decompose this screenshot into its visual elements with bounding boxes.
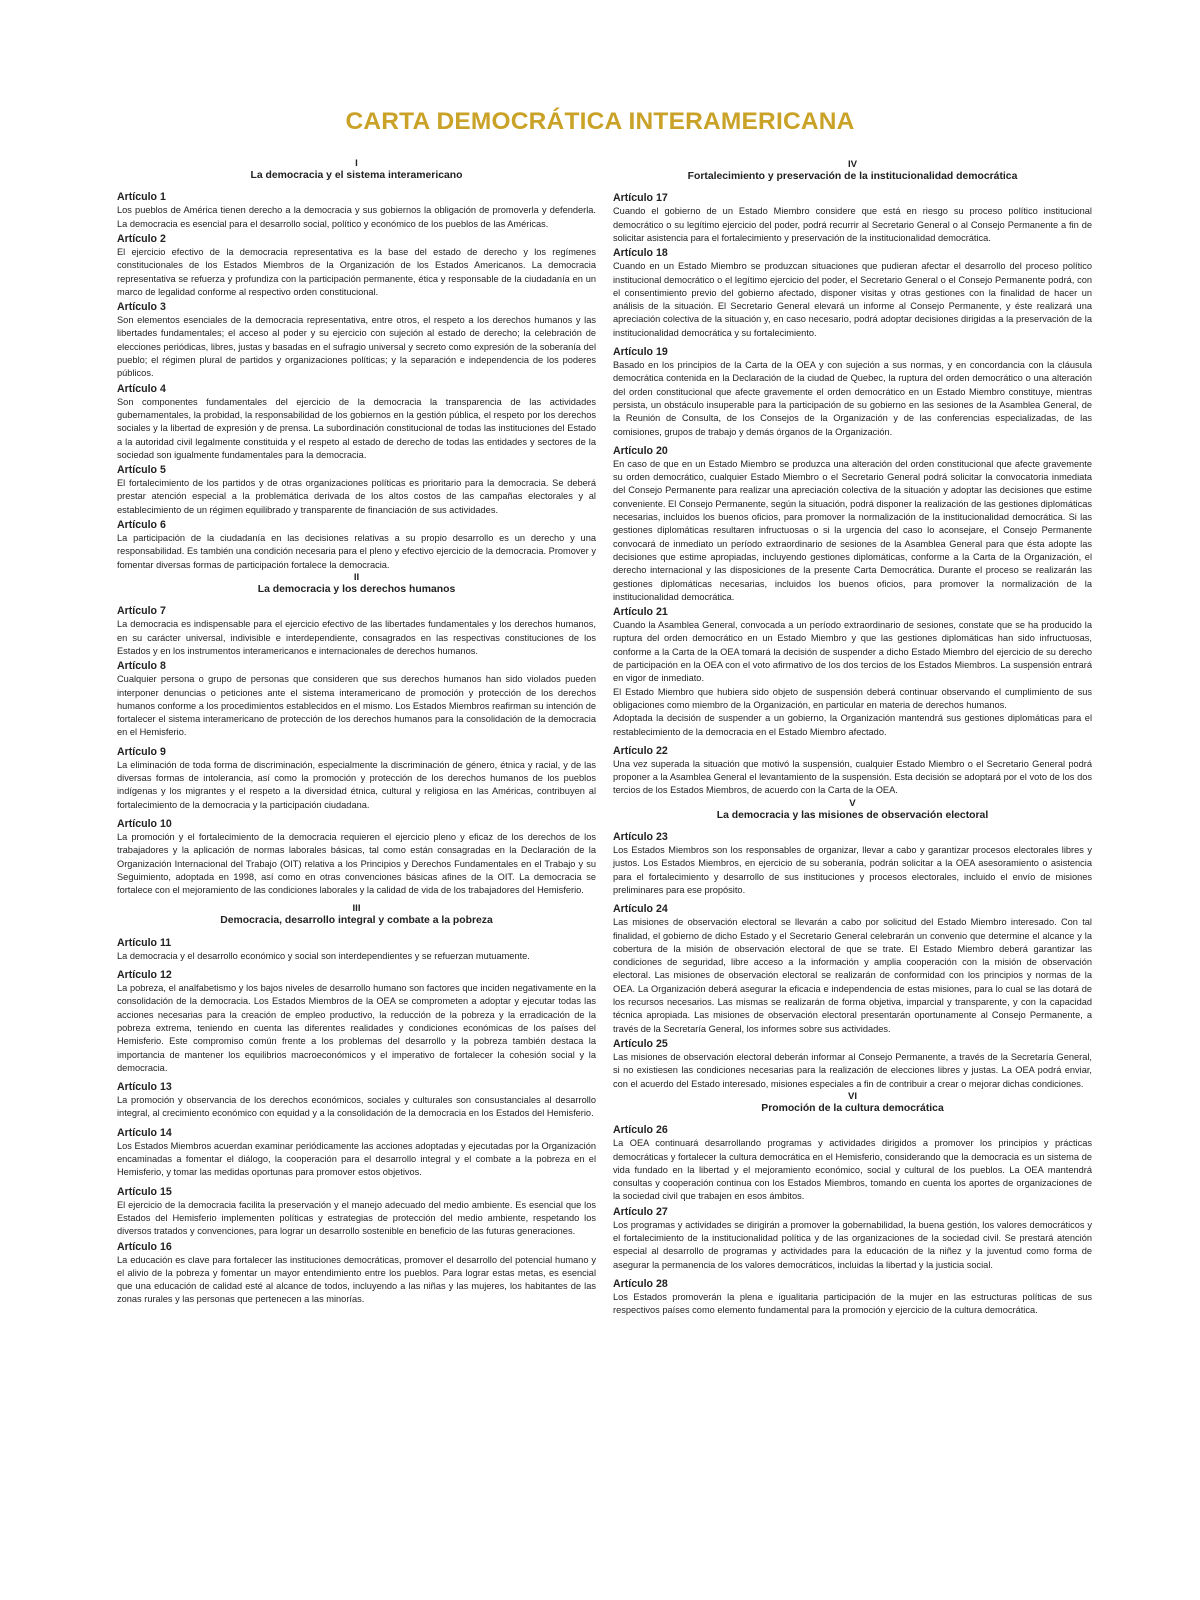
article-body	[117, 1140, 596, 1180]
article-paragraph: Cuando el gobierno de un Estado Miembro considere que está en riesgo su proceso político institucional democrático o su legítimo ejercicio del poder, podrá recurrir al Secretario General o al Consejo Permanente a fin de solicitar asistencia para el fortalecimiento y preservación de la institucionalidad democrática.	[613, 206, 1092, 243]
article-title: Artículo 15	[117, 1185, 172, 1198]
article	[117, 233, 596, 299]
section-number: V	[849, 797, 856, 809]
article-title: Artículo 7	[117, 605, 166, 618]
article-title: Artículo 8	[117, 660, 166, 673]
article-title: Artículo 6	[117, 519, 166, 532]
article-paragraph: Los Estados Miembros son los responsables de organizar, llevar a cabo y garantizar procesos electorales libres y justos. Los Estados Miembros, en ejercicio de su soberanía, podrán solicitar a la OEA asesoramiento o asistencia para el fortalecimiento y desarrollo de sus instituciones y procesos electorales, incluido el envío de misiones preliminares para ese propósito.	[613, 845, 1092, 895]
section-title: Democracia, desarrollo integral y combate a la pobreza	[220, 915, 493, 927]
article-title: Artículo 22	[613, 744, 668, 757]
section-header	[117, 572, 596, 596]
article-paragraph: El ejercicio de la democracia facilita la preservación y el manejo adecuado del medio ambiente. Es esencial que los Estados del Hemisferio implementen políticas y estrategias de protección del medio ambiente, respetando los diversos tratados y convenciones, para lograr un desarrollo sostenible en beneficio de las futuras generaciones.	[117, 1199, 596, 1237]
article-body	[613, 619, 1092, 739]
section-header	[613, 159, 1092, 183]
article-title: Artículo 3	[117, 301, 166, 314]
article	[117, 301, 596, 380]
article-paragraph: La pobreza, el analfabetismo y los bajos niveles de desarrollo humano son factores que inciden negativamente en la consolidación de la democracia. Los Estados Miembros de la OEA se comprometen a adoptar y ejecutar todas las acciones necesarias para la creación de empleo productivo, la reducción de la pobreza y la erradicación de la pobreza extrema, teniendo en cuenta las diferentes realidades y condiciones económicas de los países del Hemisferio. Este compromiso común frente a los problemas del desarrollo y la pobreza también destaca la importancia de mantener los equilibrios macroeconómicos y el imperativo de fortalecer la cohesión social y la democracia.	[117, 983, 596, 1073]
article-body	[117, 246, 596, 299]
article-paragraph: Son componentes fundamentales del ejercicio de la democracia la transparencia de las actividades gubernamentales, la probidad, la responsabilidad de los gobiernos en la gestión pública, el respeto por los derechos sociales y la libertad de expresión y de prensa. La subordinación constitucional de todas las instituciones del Estado a la autoridad civil legalmente constituida y el respeto al estado de derecho de todas las entidades y sectores de la sociedad son igualmente fundamentales para la democracia.	[117, 396, 596, 460]
article-paragraph: El fortalecimiento de los partidos y de otras organizaciones políticas es prioritario para la democracia. Se deberá prestar atención especial a la problemática derivada de los altos costos de las campañas electorales y al establecimiento de un régimen equilibrado y transparente de financiación de sus actividades.	[117, 478, 596, 515]
article-paragraph: La eliminación de toda forma de discriminación, especialmente la discriminación de género, étnica y racial, y de las diversas formas de intolerancia, así como la promoción y protección de los derechos humanos de los pueblos indígenas y los migrantes y el respeto a la diversidad étnica, cultural y religiosa en las Américas, contribuyen al fortalecimiento de la democracia y la participación ciudadana.	[117, 759, 596, 810]
section-header	[117, 158, 596, 182]
article-title: Artículo 5	[117, 464, 166, 477]
article-body	[613, 205, 1092, 245]
section-header	[117, 903, 596, 927]
article	[117, 1186, 596, 1239]
section-title: La democracia y los derechos humanos	[257, 583, 456, 595]
article-body	[613, 1291, 1092, 1318]
article	[117, 383, 596, 462]
article-body	[117, 1254, 596, 1307]
section-number: II	[353, 571, 360, 583]
section-number: IV	[847, 159, 858, 170]
article-body	[117, 831, 596, 897]
article-title: Artículo 28	[613, 1277, 668, 1290]
article-paragraph: Cuando en un Estado Miembro se produzcan situaciones que pudieran afectar el desarrollo del proceso político institucional democrático o el legítimo ejercicio del poder, el Secretario General o el Consejo Permanente podrá, con el consentimiento previo del gobierno afectado, disponer visitas y otras gestiones con la finalidad de hacer un análisis de la situación. El Secretario General elevará un informe al Consejo Permanente, y éste realizará una apreciación colectiva de la situación y, en caso necesario, podrá adoptar decisiones dirigidas a la preservación de la institucionalidad democrática y su fortalecimiento.	[613, 261, 1092, 338]
article-title: Artículo 4	[117, 382, 166, 395]
article-body	[613, 1219, 1092, 1272]
article-paragraph: Los Estados promoverán la plena e igualitaria participación de la mujer en las estructuras políticas de sus respectivos países como elemento fundamental para la promoción y ejercicio de la cultura democrática.	[613, 1291, 1092, 1316]
article-paragraph: Las misiones de observación electoral se llevarán a cabo por solicitud del Estado Miembro interesado. Con tal finalidad, el gobierno de dicho Estado y el Secretario General celebrarán un convenio que determine el alcance y la cobertura de la misión de observación electoral de que se trate. El Estado Miembro deberá garantizar las condiciones de seguridad, libre acceso a la información y amplia cooperación con la misión de observación electoral. Las misiones de observación electoral se realizarán de conformidad con los principios y normas de la OEA. La Organización deberá asegurar la eficacia e independencia de estas misiones, para lo cual se las dotará de los recursos necesarios. Las mismas se realizarán de forma objetiva, imparcial y transparente, y con la capacidad técnica apropiada. Las misiones de observación electoral presentarán oportunamente al Consejo Permanente, a través de la Secretaría General, los informes sobre sus actividades.	[613, 917, 1092, 1034]
article-body	[117, 950, 596, 963]
section-header	[613, 1091, 1092, 1115]
article	[117, 1241, 596, 1307]
article	[613, 606, 1092, 739]
section-header	[613, 798, 1092, 822]
article	[117, 464, 596, 517]
article-paragraph: Adoptada la decisión de suspender a un gobierno, la Organización mantendrá sus gestiones diplomáticas para el restablecimiento de la democracia en el Estado Miembro afectado.	[613, 713, 1092, 737]
section-title: Promoción de la cultura democrática	[761, 1102, 944, 1114]
article-body	[117, 396, 596, 462]
article	[613, 445, 1092, 604]
article-title: Artículo 1	[117, 191, 166, 204]
article-title: Artículo 19	[613, 346, 668, 359]
article-body	[117, 982, 596, 1075]
article	[117, 660, 596, 739]
article	[117, 818, 596, 897]
section-title: Fortalecimiento y preservación de la institucionalidad democrática	[687, 171, 1018, 182]
article	[613, 192, 1092, 245]
article-title: Artículo 24	[613, 903, 668, 916]
section-number: VI	[847, 1090, 858, 1102]
article-title: Artículo 13	[117, 1081, 172, 1094]
article-paragraph: Son elementos esenciales de la democracia representativa, entre otros, el respeto a los derechos humanos y las libertades fundamentales; el acceso al poder y su ejercicio con sujeción al estado de derecho; la celebración de elecciones periódicas, libres, justas y basadas en el sufragio universal y secreto como expresión de la soberanía del pueblo; el régimen plural de partidos y organizaciones políticas; y la separación e independencia de los poderes públicos.	[117, 315, 596, 379]
article-body	[117, 314, 596, 380]
article-body	[613, 916, 1092, 1036]
article-body	[613, 458, 1092, 604]
article-paragraph: La promoción y observancia de los derechos económicos, sociales y culturales son consustanciales al desarrollo integral, al crecimiento económico con equidad y a la consolidación de la democracia en los Estados del Hemisferio.	[117, 1095, 596, 1119]
article	[117, 937, 596, 963]
article-body	[613, 1051, 1092, 1091]
article-paragraph: En caso de que en un Estado Miembro se produzca una alteración del orden constitucional que afecte gravemente su orden democrático, cualquier Estado Miembro o el Secretario General podrá solicitar la convocatoria inmediata del Consejo Permanente para realizar una apreciación colectiva de la situación y adoptar las decisiones que estime conveniente. El Consejo Permanente, según la situación, podrá disponer la realización de las gestiones diplomáticas necesarias, incluidos los buenos oficios, para promover la normalización de la institucionalidad democrática. Si las gestiones diplomáticas resultaren infructuosas o si la urgencia del caso lo aconsejare, el Consejo Permanente convocará de inmediato un período extraordinario de sesiones de la Asamblea General para que ésta adopte las decisiones que estime apropiadas, incluyendo gestiones diplomáticas, conforme a la Carta de la Organización, el derecho internacional y las disposiciones de la presente Carta Democrática. Durante el proceso se realizarán las gestiones diplomáticas necesarias, incluidos los buenos oficios, para promover la normalización de la institucionalidad democrática.	[613, 458, 1092, 602]
article	[613, 1278, 1092, 1318]
article	[613, 745, 1092, 798]
section-title: La democracia y el sistema interamericano	[250, 170, 463, 181]
article	[117, 969, 596, 1075]
article-paragraph: El ejercicio efectivo de la democracia representativa es la base del estado de derecho y los regímenes constitucionales de los Estados Miembros de la Organización de los Estados Americanos. La democracia representativa se refuerza y profundiza con la participación permanente, ética y responsable de la ciudadanía en un marco de legalidad conforme al respectivo orden constitucional.	[117, 247, 596, 297]
article-title: Artículo 12	[117, 969, 172, 982]
article-body	[117, 477, 596, 517]
article-paragraph: La promoción y el fortalecimiento de la democracia requieren el ejercicio pleno y eficaz de los derechos de los trabajadores y la aplicación de normas laborales básicas, tal como están consagradas en la Declaración de la Organización Internacional del Trabajo (OIT) relativa a los Principios y Derechos Fundamentales en el Trabajo y su Seguimiento, adoptada en 1998, así como en otras convenciones básicas afines de la OIT. La democracia se fortalece con el mejoramiento de las condiciones laborales y la calidad de vida de los trabajadores del Hemisferio.	[117, 831, 596, 896]
article	[613, 1038, 1092, 1091]
article	[613, 1124, 1092, 1203]
left-column	[117, 158, 596, 1307]
article-body	[117, 673, 596, 739]
article-body	[117, 204, 596, 231]
article-paragraph: La educación es clave para fortalecer las instituciones democráticas, promover el desarrollo del potencial humano y el alivio de la pobreza y fomentar un mayor entendimiento entre los pueblos. Para lograr estas metas, es esencial que una educación de calidad esté al alcance de todos, incluyendo a las niñas y las mujeres, los habitantes de las zonas rurales y las personas que pertenecen a las minorías.	[117, 1254, 596, 1305]
article	[117, 191, 596, 231]
article-body	[117, 1094, 596, 1121]
article-paragraph: El Estado Miembro que hubiera sido objeto de suspensión deberá continuar observando el cumplimiento de sus obligaciones como miembro de la Organización, en particular en materia de derechos humanos.	[613, 686, 1092, 710]
article-title: Artículo 27	[613, 1205, 668, 1218]
article-body	[117, 532, 596, 572]
article-title: Artículo 26	[613, 1124, 668, 1137]
article	[117, 1127, 596, 1180]
article-title: Artículo 20	[613, 444, 668, 457]
article	[117, 746, 596, 812]
article-paragraph: La democracia y el desarrollo económico y social son interdependientes y se refuerzan mutuamente.	[117, 950, 530, 961]
article-paragraph: Basado en los principios de la Carta de la OEA y con sujeción a sus normas, y en concordancia con la cláusula democrática contenida en la Declaración de la ciudad de Quebec, la ruptura del orden democrático o una alteración del orden constitucional que afecte gravemente el orden democrático en un Estado Miembro constituye, mientras persista, un obstáculo insuperable para la participación de su gobierno en las sesiones de la Asamblea General, de la Reunión de Consulta, de los Consejos de la Organización y de las conferencias especializadas, de las comisiones, grupos de trabajo y demás órganos de la Organización.	[613, 360, 1092, 437]
section-number: I	[355, 158, 358, 169]
article	[613, 1206, 1092, 1272]
article-title: Artículo 11	[117, 936, 172, 949]
article-body	[613, 1137, 1092, 1203]
section-title: La democracia y las misiones de observación electoral	[716, 809, 989, 821]
article-body	[117, 759, 596, 812]
article-title: Artículo 16	[117, 1240, 172, 1253]
article-paragraph: Los Estados Miembros acuerdan examinar periódicamente las acciones adoptadas y ejecutadas por la Organización encaminadas a fomentar el diálogo, la cooperación para el desarrollo integral y el combate a la pobreza en el Hemisferio, y tomar las medidas oportunas para promover estos objetivos.	[117, 1140, 596, 1178]
article	[613, 247, 1092, 340]
article-title: Artículo 25	[613, 1037, 668, 1050]
article	[117, 519, 596, 572]
right-column	[613, 159, 1092, 1318]
article-paragraph: La OEA continuará desarrollando programas y actividades dirigidos a promover los principios y prácticas democráticas y fortalecer la cultura democrática en el Hemisferio, considerando que la democracia es un sistema de vida fundado en la libertad y el mejoramiento económico, social y cultural de los pueblos. La OEA mantendrá consultas y cooperación continua con los Estados Miembros, tomando en cuenta los aportes de organizaciones de la sociedad civil que trabajen en esos ámbitos.	[613, 1138, 1092, 1202]
article-title: Artículo 9	[117, 745, 166, 758]
article-title: Artículo 21	[613, 606, 668, 619]
article-paragraph: Las misiones de observación electoral deberán informar al Consejo Permanente, a través de la Secretaría General, si no existiesen las condiciones necesarias para la realización de elecciones libres y justas. La OEA podrá enviar, con el acuerdo del Estado interesado, misiones especiales a fin de contribuir a crear o mejorar dichas condiciones.	[613, 1051, 1092, 1089]
article-title: Artículo 17	[613, 192, 668, 205]
article	[613, 831, 1092, 897]
article-paragraph: Cuando la Asamblea General, convocada a un período extraordinario de sesiones, constate que se ha producido la ruptura del orden democrático en un Estado Miembro y que las gestiones diplomáticas han sido infructuosas, conforme a la Carta de la OEA tomará la decisión de suspender a dicho Estado Miembro del ejercicio de su derecho de participación en la OEA con el voto afirmativo de los dos tercios de los Estados Miembros. La suspensión entrará en vigor de inmediato.	[613, 620, 1092, 684]
article-body	[117, 618, 596, 658]
article-title: Artículo 14	[117, 1126, 172, 1139]
article-paragraph: Cualquier persona o grupo de personas que consideren que sus derechos humanos han sido violados pueden interponer denuncias o peticiones ante el sistema interamericano de promoción y protección de los derechos humanos conforme a los procedimientos establecidos en el mismo. Los Estados Miembros reafirman su intención de fortalecer el sistema interamericano de protección de los derechos humanos para la consolidación de la democracia en el Hemisferio.	[117, 674, 596, 738]
article-body	[613, 260, 1092, 340]
article	[613, 903, 1092, 1036]
article-title: Artículo 18	[613, 247, 668, 260]
article-paragraph: Los pueblos de América tienen derecho a la democracia y sus gobiernos la obligación de promoverla y defenderla. La democracia es esencial para el desarrollo social, político y económico de los pueblos de las Américas.	[117, 205, 596, 229]
article-body	[117, 1199, 596, 1239]
article-body	[613, 758, 1092, 798]
article-paragraph: Los programas y actividades se dirigirán a promover la gobernabilidad, la buena gestión, los valores democráticos y el fortalecimiento de la institucionalidad política y de las organizaciones de la sociedad civil. Se prestará atención especial al desarrollo de programas y actividades para la educación de la niñez y la juventud como forma de asegurar la permanencia de los valores democráticos, incluidas la libertad y la justicia social.	[613, 1219, 1092, 1270]
document-title: CARTA DEMOCRÁTICA INTERAMERICANA	[345, 108, 855, 135]
article	[117, 1081, 596, 1121]
article-paragraph: La participación de la ciudadanía en las decisiones relativas a su propio desarrollo es un derecho y una responsabilidad. Es también una condición necesaria para el pleno y efectivo ejercicio de la democracia. Promover y fomentar diversas formas de participación fortalece la democracia.	[117, 533, 596, 570]
article-title: Artículo 2	[117, 233, 166, 245]
article	[613, 346, 1092, 439]
article-paragraph: Una vez superada la situación que motivó la suspensión, cualquier Estado Miembro o el Secretario General podrá proponer a la Asamblea General el levantamiento de la suspensión. Esta decisión se adoptará por el voto de los dos tercios de los Estados Miembros, de acuerdo con la Carta de la OEA.	[613, 758, 1092, 796]
article-title: Artículo 23	[613, 831, 668, 844]
article-body	[613, 359, 1092, 439]
article-paragraph: La democracia es indispensable para el ejercicio efectivo de las libertades fundamentales y los derechos humanos, en su carácter universal, indivisible e interdependiente, consagrados en las respectivas constituciones de los Estados y en los instrumentos interamericanos e internacionales de derechos humanos.	[117, 619, 596, 656]
article-body	[613, 844, 1092, 897]
article	[117, 605, 596, 658]
article-title: Artículo 10	[117, 817, 172, 830]
section-number: III	[352, 903, 361, 915]
